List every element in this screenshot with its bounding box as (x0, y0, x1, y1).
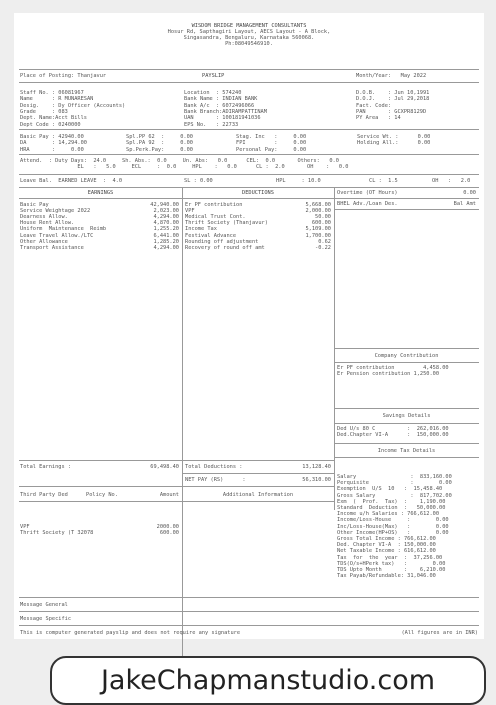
company-address-line2: Singasandra, Bengaluru, Karnataka 560068. (183, 35, 315, 41)
deduction-amount: 50.00 (315, 214, 331, 221)
divider (19, 501, 334, 502)
pay-field: Spl.PP 62 : 0.00 (126, 134, 193, 140)
income-tax-row: Other Income(HP+OS) : 0.00 (337, 529, 449, 536)
deduction-amount: -0.22 (315, 244, 331, 251)
earning-label: Basic Pay (20, 202, 49, 208)
total-earnings-label: Total Earnings : (20, 464, 72, 470)
total-deductions-label: Total Deductions : (185, 464, 243, 470)
leave-balance-sl: SL : 0.00 (184, 178, 213, 184)
third-party-name: Thrift Society (T 32078 (20, 530, 94, 537)
divider (19, 460, 334, 461)
divider (334, 209, 479, 210)
divider (334, 457, 479, 458)
deduction-amount: 5,668.00 (305, 202, 331, 208)
deduction-amount: 1,700.00 (305, 232, 331, 239)
deduction-label: Recovery of round off amt (185, 244, 265, 251)
divider (19, 198, 479, 199)
month-year: Month/Year: May 2022 (356, 73, 427, 79)
divider (19, 69, 479, 70)
divider (182, 473, 334, 474)
income-tax-row: Income/Loss-House : 0.00 (337, 517, 449, 524)
earning-amount: 2,023.00 (153, 208, 179, 215)
company-contribution-title: Company Contribution (374, 353, 439, 359)
attendance-line-2: EL : 5.0 ECL : 0.0 HPL : 0.0 CL : 2.0 OH : 0.0 (20, 164, 349, 170)
earning-label: House Rent Allow. (20, 220, 75, 227)
company-name: WISDOM BRIDGE MANAGEMENT CONSULTANTS (191, 23, 307, 29)
total-earnings-value: 69,498.40 (150, 464, 179, 470)
income-tax-row: Perquisite : 0.00 (337, 480, 452, 487)
earning-label: Uniform Maintenance Reimb (20, 226, 107, 233)
message-specific: Message Specific (20, 616, 72, 622)
footer-note-right: (All figures are in INR) (401, 630, 478, 636)
income-tax-row: Ded. Chapter VI-A : 150,000.00 (337, 542, 436, 549)
employee-field: D.O.B. : Jun 10,1991 (356, 90, 430, 96)
divider (19, 82, 479, 83)
net-pay-label: NET PAY (RS) : (185, 477, 246, 483)
income-tax-title: Income Tax Details (377, 448, 436, 454)
pay-field: Stag. Inc : 0.00 (236, 134, 307, 140)
document-title: PAYSLIP (202, 73, 225, 79)
payslip-page (14, 13, 484, 639)
employee-field: Location : 574240 (184, 90, 242, 96)
company-address-line1: Hosur Rd, Sapthagiri Layout, AECS Layout - A Block, (167, 29, 331, 35)
savings-row: Ded.Chapter VI-A : 150,000.00 (337, 432, 449, 438)
deduction-amount: 2,000.00 (305, 208, 331, 215)
employee-field: Name : R MUNARESAN (20, 96, 94, 103)
employee-field: UAN : 100181941036 (184, 115, 261, 122)
pay-field: Service Wt. : 0.00 (357, 134, 431, 140)
additional-info-header: Additional Information (222, 492, 294, 498)
divider (334, 362, 479, 363)
pay-field: Sp.Perk.Pay: 0.00 (126, 146, 193, 153)
employee-field: Dept. Name:Acct Bills (20, 115, 87, 122)
divider (19, 187, 479, 188)
pay-field: Basic Pay : 42940.00 (20, 134, 84, 140)
loan-description-header: BHEL Adv./Loan Des. (337, 201, 398, 207)
employee-field: D.O.J. : Jul 29,2018 (356, 96, 430, 103)
deduction-label: Festival Advance (185, 232, 237, 239)
earnings-header: EARNINGS (87, 190, 114, 196)
message-general: Message General (20, 602, 68, 608)
overtime-header: Overtime (OT Hours) (337, 190, 398, 196)
earning-label: Transport Assistance (20, 244, 84, 251)
place-of-posting: Place of Posting: Thanjavur (20, 73, 107, 79)
total-deductions-value: 13,128.40 (302, 464, 331, 470)
column-divider (182, 187, 183, 672)
company-phone: Ph:08049546910. (225, 41, 273, 47)
divider (334, 423, 479, 424)
earning-amount: 4,294.00 (153, 214, 179, 221)
third-party-header: Third Party Ded (20, 492, 68, 498)
divider (19, 486, 334, 487)
divider (334, 348, 479, 349)
divider (19, 625, 479, 626)
income-tax-row: Salary : 833,160.00 (337, 474, 452, 480)
amount-header: Amount (159, 492, 179, 498)
net-pay-value: 56,310.00 (302, 477, 331, 483)
earning-amount: 4,294.00 (153, 244, 179, 251)
deduction-amount: 5,109.00 (305, 226, 331, 233)
employee-field: PAN : GCXPR8129D (356, 108, 427, 115)
income-tax-row: Standard Deduction : 50,000.00 (337, 505, 446, 511)
pay-field: Spl.PA 92 : 0.00 (126, 140, 193, 147)
divider (19, 129, 479, 130)
deduction-amount: 600.00 (311, 220, 331, 227)
income-tax-row: Inc/Loss-House(Max) : 0.00 (337, 523, 449, 530)
employee-field: PY Area : 14 (356, 115, 401, 122)
income-tax-row: TDS Upto Month : 6,210.00 (337, 567, 446, 573)
savings-row: Ded U/s 80 C : 262,016.00 (337, 426, 449, 432)
earning-label: Leave Travel Allow./LTC (20, 232, 94, 239)
pay-field: DA : 14,294.00 (20, 140, 87, 147)
income-tax-row: Exemption U/S 10 : 15,458.40 (337, 486, 443, 493)
third-party-amount: 2000.00 (156, 524, 179, 530)
earning-amount: 1,285.20 (153, 238, 179, 245)
divider (19, 611, 479, 612)
earning-label: Service Weightage 2022 (20, 208, 91, 215)
income-tax-row: Income u/h Salaries : 766,612.00 (337, 511, 440, 518)
divider (334, 408, 479, 409)
deductions-header: DEDUCTIONS (242, 190, 274, 196)
company-contribution-row: Er Pension contribution 1,250.00 (337, 371, 440, 377)
deduction-label: Er PF contribution (185, 202, 243, 208)
employee-field: Fact. Code: (356, 102, 392, 109)
employee-field: Bank A/c : 6072496066 (184, 102, 255, 109)
income-tax-row: Exm ( Prof. Tax) : 1,190.00 (337, 498, 446, 505)
earning-amount: 6,441.00 (153, 232, 179, 239)
third-party-name: VPF (20, 524, 30, 530)
divider (334, 443, 479, 444)
leave-balance-earned: Leave Bal. EARNED LEAVE : 4.0 (20, 178, 123, 184)
deduction-label: Rounding off adjustment (185, 238, 259, 245)
pay-field: Holding All.: 0.00 (357, 140, 431, 147)
watermark-banner: JakeChapmanstudio.com (50, 656, 486, 705)
divider (19, 154, 479, 155)
income-tax-row: Tax for the year : 37,256.00 (337, 554, 443, 561)
deduction-amount: 0.62 (318, 238, 331, 245)
earning-label: Dearness Allow. (20, 214, 68, 221)
footer-note: This is computer generated payslip and does not require any signature (20, 630, 241, 636)
employee-field: Staff No. : 06081967 (20, 90, 84, 96)
pay-field: Personal Pay: 0.00 (236, 146, 307, 153)
earning-label: Other Allowance (20, 238, 68, 245)
balance-amount-header: Bal Amt (453, 201, 476, 207)
savings-title: Savings Details (382, 413, 431, 419)
deduction-label: Medical Trust Cont. (185, 214, 246, 221)
earning-amount: 4,870.00 (153, 220, 179, 227)
employee-field: EPS No. : 22733 (184, 121, 239, 128)
earning-amount: 1,255.20 (153, 226, 179, 233)
pay-field: HRA : 0.00 (20, 146, 84, 153)
divider (19, 597, 479, 598)
employee-field: Dept Code : 0240000 (20, 121, 81, 128)
leave-balance-hpl: HPL : 10.0 (276, 178, 321, 184)
income-tax-row: TDS(O/s+HPerk tax) : 0.00 (337, 560, 446, 567)
income-tax-row: Gross Total Income : 766,612.00 (337, 536, 436, 542)
employee-field: Grade : 083 (20, 108, 68, 115)
deduction-label: Thrift Society (Thanjavur) (185, 220, 268, 227)
attendance-line-1: Attend. : Duty Days: 24.0 Sh. Abs.: 0.0 Un. Abs: 0.0 CEL: 0.0 Others: 0.0 (20, 158, 339, 164)
deduction-label: VPF (185, 208, 195, 215)
deduction-label: Income Tax (185, 226, 217, 233)
income-tax-row: Tax Payab/Refundable: 31,046.00 (337, 573, 436, 580)
pay-field: FPI : 0.00 (236, 140, 307, 147)
policy-number-header: Policy No. (86, 492, 118, 498)
income-tax-row: Net Taxable Income : 616,612.00 (337, 548, 436, 555)
leave-balance-oh: OH : 2.0 (432, 178, 471, 184)
earning-amount: 42,940.00 (150, 202, 179, 208)
leave-balance-cl: CL : 1.5 (369, 178, 398, 184)
employee-field: Desig. : Dy Officer (Accounts) (20, 102, 126, 109)
company-contribution-row: Er PF contribution 4,458.00 (337, 365, 449, 371)
third-party-amount: 600.00 (159, 530, 179, 537)
employee-field: Bank Name : INDIAN BANK (184, 96, 258, 103)
employee-field: Bank Branch:ADIRAMPATTINAM (184, 108, 267, 115)
divider (19, 174, 479, 175)
overtime-value: 0.00 (463, 190, 476, 196)
income-tax-row: Gross Salary : 817,702.00 (337, 492, 452, 499)
